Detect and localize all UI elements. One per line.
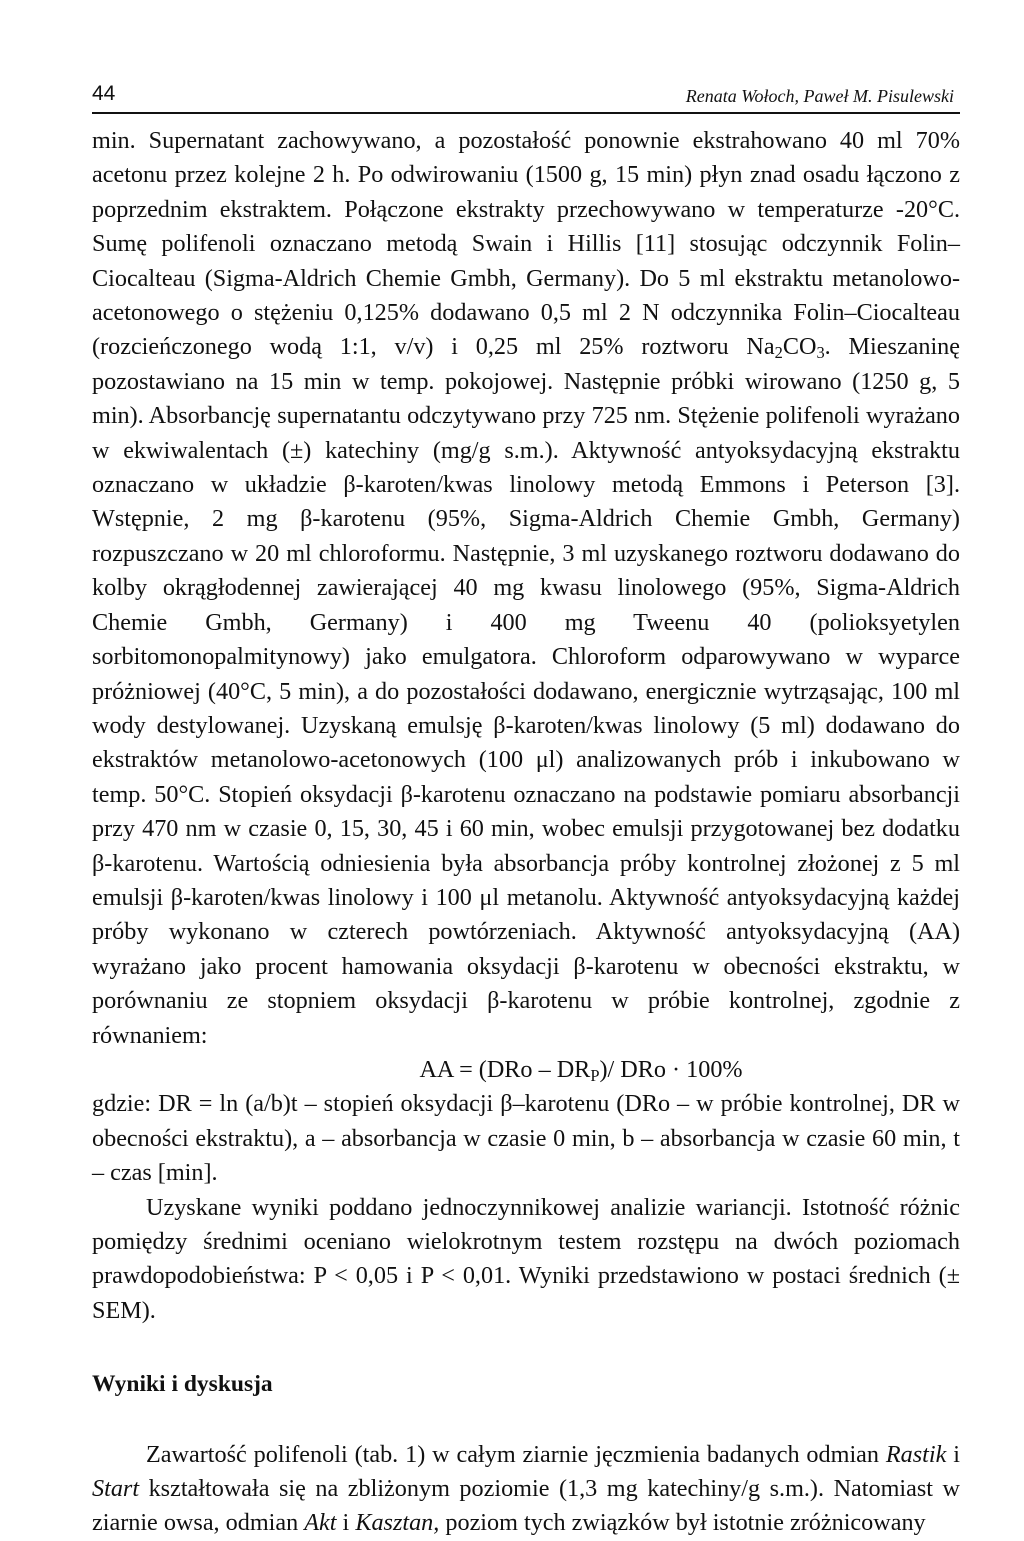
equation-part: )/ DRo · 100% (599, 1055, 743, 1083)
text-run: min. Supernatant zachowywano, a pozostałość ponownie ekstrahowano 40 ml 70% acetonu przez kolejne 2 h. Po odwirowaniu (1500 g, 15 min) płyn znad osadu łączono z poprzednim ekstraktem. Połączone ekstrakty przechowywano w temperaturze -20°C. Sumę polifenoli oznaczano metodą Swain i Hillis [11] stosując odczynnik Folin–Ciocalteau (Sigma-Aldrich Chemie Gmbh, Germany). Do 5 ml ekstraktu metanolowo-acetonowego o stężeniu 0,125% dodawano 0,5 ml 2 N odczynnika Folin–Ciocalteau (rozcieńczonego wodą 1:1, v/v) i 0,25 ml 25% roztworu Na (92, 127, 960, 361)
variety-name: Rastik (885, 1440, 947, 1468)
equation-subscript: P (590, 1066, 600, 1086)
equation-legend-paragraph: gdzie: DR = ln (a/b)t – stopień oksydacji β–karotenu (DRo – w próbie kontrolnej, DR w obecności ekstraktu), a – absorbancja w czasie 0 min, b – absorbancja w czasie 60 min, t – czas [min]. (92, 1090, 960, 1187)
page-number: 44 (92, 82, 116, 105)
section-heading: Wyniki i dyskusja (92, 1371, 273, 1398)
body-text (92, 124, 960, 1541)
equation (92, 1053, 960, 1087)
text-run: i (946, 1440, 960, 1468)
variety-name: Kasztan, (355, 1509, 440, 1537)
equation-part: AA = (DRo – DR (419, 1055, 591, 1083)
variety-name: Akt (304, 1509, 337, 1537)
text-run: . Mieszaninę pozostawiano na 15 min w temp. pokojowej. Następnie próbki wirowano (1250 g, 5 min). Absorbancję supernatantu odczytywano przy 725 nm. Stężenie polifenoli wyrażano w ekwiwalentach (±) katechiny (mg/g s.m.). Aktywność antyoksydacyjną ekstraktu oznaczano w układzie β-karoten/kwas linolowy metodą Emmons i Peterson [3]. Wstępnie, 2 mg β-karotenu (95%, Sigma-Aldrich Chemie Gmbh, Germany) rozpuszczano w 20 ml chloroformu. Następnie, 3 ml uzyskanego roztworu dodawano do kolby okrągłodennej zawierającej 40 mg kwasu linolowego (95%, Sigma-Aldrich Chemie Gmbh, Germany) i 400 mg Tweenu 40 (polioksyetylen sorbitomonopalmitynowy) jako emulgatora. Chloroform odparowywano w wyparce próżniowej (40°C, 5 min), a do pozostałości dodawano, energicznie wytrząsając, 100 ml wody destylowanej. Uzyskaną emulsję β-karoten/kwas linolowy (5 ml) dodawano do ekstraktów metanolowo-acetonowych (100 μl) analizowanych prób i inkubowano w temp. 50°C. Stopień oksydacji β-karotenu oznaczano na podstawie pomiaru absorbancji przy 470 nm w czasie 0, 15, 30, 45 i 60 min, wobec emulsji przygotowanej bez dodatku β-karotenu. Wartością odniesienia była absorbancja próby kontrolnej złożonej z 5 ml emulsji β-karoten/kwas linolowy i 100 μl metanolu. Aktywność antyoksydacyjną każdej próby wykonano w czterech powtórzeniach. Aktywność antyoksydacyjną (AA) wyrażano jako procent hamowania oksydacji β-karotenu w obecności ekstraktu, w porównaniu ze stopniem oksydacji β-karotenu w próbie kontrolnej, zgodnie z równaniem: (92, 333, 960, 1049)
text-run: kształtowała się na zbliżonym poziomie (1,3 mg katechiny/g s.m.). Natomiast w ziarnie owsa, odmian (92, 1475, 960, 1537)
text-run: i (336, 1509, 356, 1537)
subscript: 3 (816, 343, 825, 363)
statistics-paragraph: Uzyskane wyniki poddano jednoczynnikowej analizie wariancji. Istotność różnic pomiędzy średnimi oceniano wielokrotnym testem rozstępu na dwóch poziomach prawdopodobieństwa: P < 0,05 i P < 0,01. Wyniki przedstawiono w postaci średnich (± SEM). (92, 1193, 960, 1324)
subscript: 2 (774, 343, 783, 363)
results-paragraph (92, 1438, 960, 1541)
page-header (92, 82, 960, 114)
methods-paragraph (92, 124, 960, 1053)
running-head: Renata Wołoch, Paweł M. Pisulewski (685, 86, 954, 106)
text-run: poziom tych związków był istotnie zróżnicowany (439, 1509, 926, 1537)
text-run: CO (782, 333, 817, 361)
text-run: Zawartość polifenoli (tab. 1) w całym ziarnie jęczmienia badanych odmian (146, 1440, 886, 1468)
variety-name: Start (92, 1475, 140, 1503)
